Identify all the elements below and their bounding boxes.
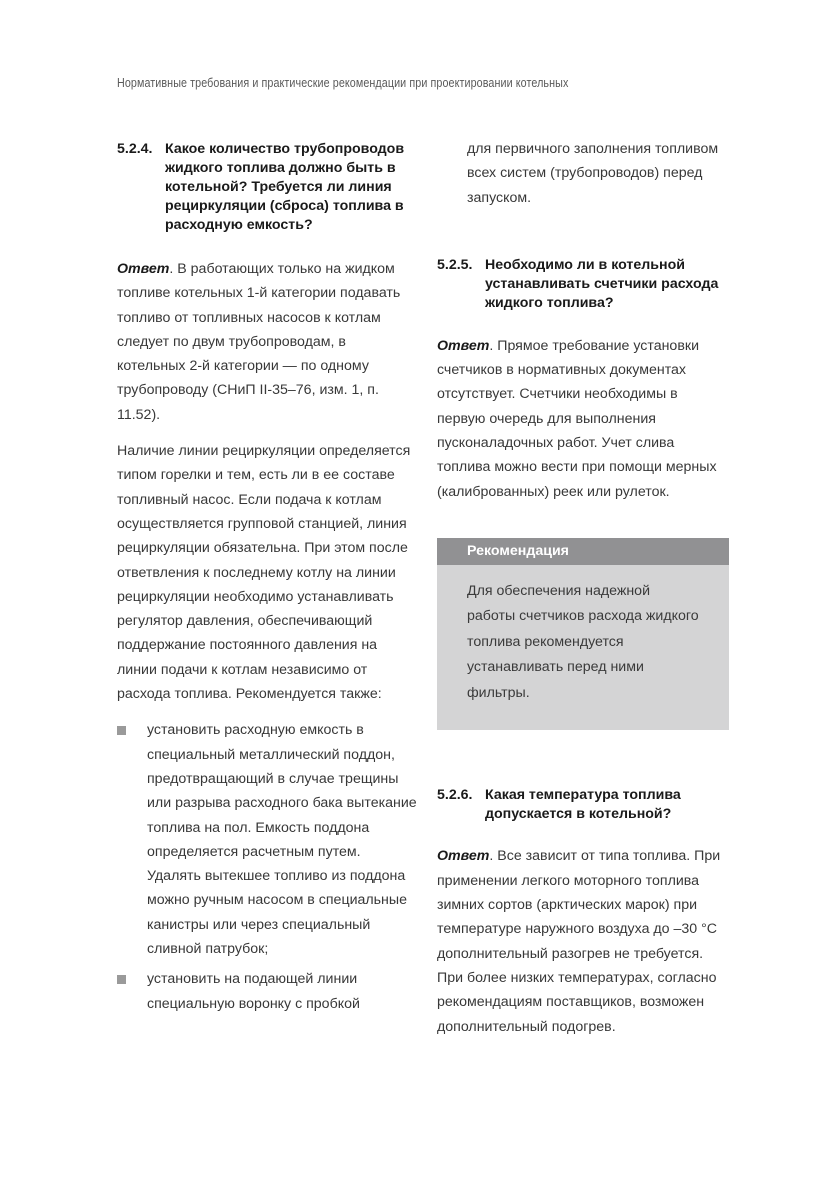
paragraph-recirculation: Наличие линии рециркуляции определяется типом горелки и тем, есть ли в ее составе топливный насос. Если подача к котлам осуществляется групповой станцией, линия рециркуляции обязательна. При этом после ответвления к последнему котлу на линии рециркуляции необходимо устанавливать регулятор давления, обеспечивающий поддержание постоянного давления на линии подачи к котлам независимо от расхода топлива. Рекомендуется также: <box>117 443 411 703</box>
answer-5-2-4 <box>117 257 417 427</box>
running-head: Нормативные требования и практические рекомендации при проектировании котельных <box>117 76 569 90</box>
answer-text: . В работающих только на жидком топливе котельных 1-й категории подавать топливо от топливных насосов к котлам следует по двум трубопроводам, в котельных 2-й категории — по одному трубопроводу (СНиП II-35–76, изм. 1, п. 11.52). <box>117 261 401 423</box>
recommendation-title: Рекомендация <box>437 538 729 565</box>
square-bullet-icon <box>117 975 126 984</box>
question-5-2-5-heading <box>437 256 729 313</box>
answer-label: Ответ <box>117 261 170 277</box>
list-item: установить на подающей линии специальную воронку с пробкой <box>117 967 417 1016</box>
answer-text: . Все зависит от типа топлива. При применении легкого моторного топлива зимних сортов (арктических марок) при температуре наружного воздуха до –30 °С дополнительный разогрев не требуется. При более низких температурах, согласно рекомендациям поставщиков, возможен дополнительный подогрев. <box>437 848 721 1035</box>
question-number: 5.2.6. <box>437 787 473 804</box>
question-5-2-6-heading <box>437 786 729 824</box>
question-title: Какая температура топлива допускается в котельной? <box>485 787 681 823</box>
answer-5-2-6 <box>437 844 729 1038</box>
square-bullet-icon <box>117 726 126 735</box>
question-title: Необходимо ли в котельной устанавливать счетчики расхода жидкого топлива? <box>485 256 719 311</box>
bullet-continuation: для первичного заполнения топливом всех систем (трубопроводов) перед запуском. <box>467 141 719 206</box>
left-column <box>117 140 417 1016</box>
right-column <box>437 140 729 1039</box>
question-title: Какое количество трубопроводов жидкого топлива должно быть в котельной? Требуется ли линия рециркуляции (сброса) топлива в расходную емкость? <box>165 141 405 233</box>
question-number: 5.2.4. <box>117 141 153 157</box>
recommendation-list <box>117 718 417 1016</box>
answer-5-2-5 <box>437 334 729 504</box>
answer-text: . Прямое требование установки счетчиков в нормативных документах отсутствует. Счетчики необходимы в первую очередь для выполнения пусконаладочных работ. Учет слива топлива можно вести при помощи мерных (калиброванных) реек или рулеток. <box>437 337 717 500</box>
answer-label: Ответ <box>437 848 490 865</box>
list-item: установить расходную емкость в специальный металлический поддон, предотвращающий в случае трещины или разрыва расходного бака вытекание топлива на пол. Емкость поддона определяется расчетным путем. Удалять вытекшее топливо из поддона можно ручным насосом в специальные канистры или через специальный сливной патрубок; <box>117 718 417 961</box>
question-5-2-4-heading <box>117 140 417 235</box>
recommendation-text: Для обеспечения надежной работы счетчиков расхода жидкого топлива рекомендуется устанавливать перед ними фильтры. <box>467 582 699 701</box>
recommendation-box <box>437 538 729 731</box>
answer-label: Ответ <box>437 337 490 354</box>
question-number: 5.2.5. <box>437 256 473 273</box>
